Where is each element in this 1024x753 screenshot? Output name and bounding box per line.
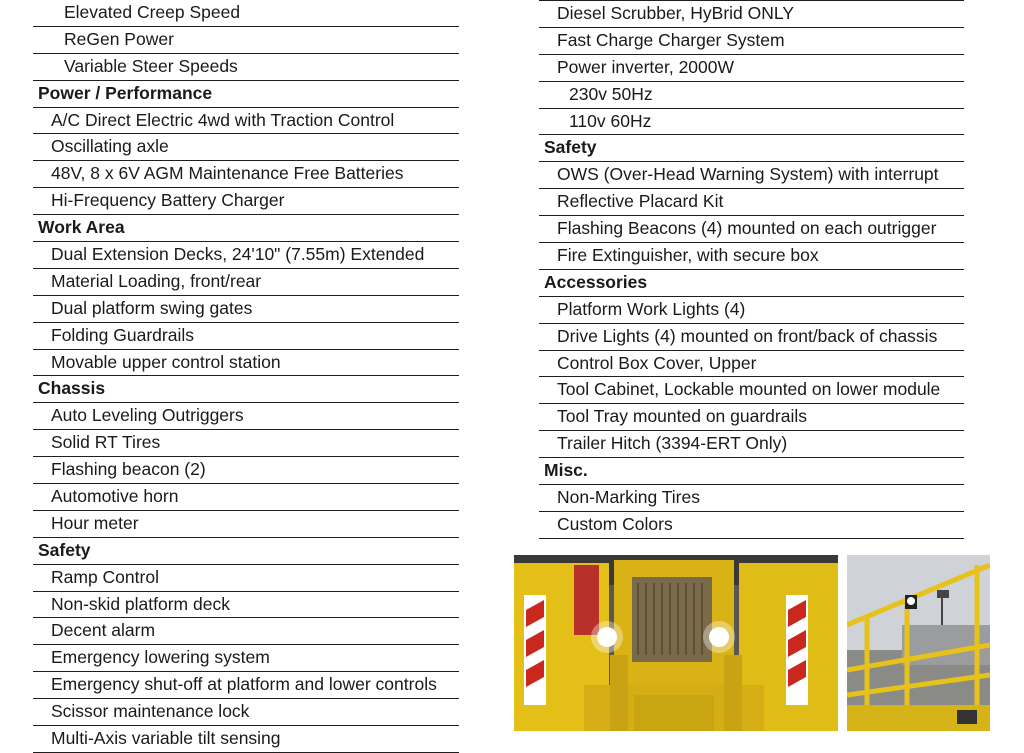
section-heading: Power / Performance [33,81,459,108]
section-heading: Accessories [539,270,964,297]
spec-item: Variable Steer Speeds [33,54,459,81]
spec-item: Material Loading, front/rear [33,269,459,296]
spec-item: Hi-Frequency Battery Charger [33,188,459,215]
spec-item: Flashing beacon (2) [33,457,459,484]
section-heading: Safety [33,538,459,565]
spec-item: Automotive horn [33,484,459,511]
spec-item: Tool Cabinet, Lockable mounted on lower module [539,377,964,404]
spec-item: Elevated Creep Speed [33,0,459,27]
spec-item: Movable upper control station [33,350,459,377]
spec-item: Auto Leveling Outriggers [33,403,459,430]
spec-item: Scissor maintenance lock [33,699,459,726]
spec-item: Multi-Axis variable tilt sensing [33,726,459,753]
spec-item: Oscillating axle [33,134,459,161]
spec-item: Reflective Placard Kit [539,189,964,216]
section-heading: Work Area [33,215,459,242]
right-spec-column [539,0,964,539]
section-heading: Safety [539,135,964,162]
spec-item: A/C Direct Electric 4wd with Traction Control [33,108,459,135]
spec-item: Control Box Cover, Upper [539,351,964,378]
spec-item: Custom Colors [539,512,964,539]
spec-item: Folding Guardrails [33,323,459,350]
spec-item: Dual Extension Decks, 24'10" (7.55m) Extended [33,242,459,269]
spec-item: Hour meter [33,511,459,538]
spec-item: 230v 50Hz [539,82,964,109]
spec-item: 48V, 8 x 6V AGM Maintenance Free Batteries [33,161,459,188]
left-spec-column [33,0,459,753]
spec-item: Ramp Control [33,565,459,592]
spec-item: Emergency shut-off at platform and lower controls [33,672,459,699]
spec-item: Non-skid platform deck [33,592,459,619]
spec-item: Non-Marking Tires [539,485,964,512]
section-heading: Chassis [33,376,459,403]
platform-guardrail-photo [847,555,990,731]
spec-item: Dual platform swing gates [33,296,459,323]
spec-item: OWS (Over-Head Warning System) with interrupt [539,162,964,189]
spec-item: Drive Lights (4) mounted on front/back of chassis [539,324,964,351]
spec-item: Power inverter, 2000W [539,55,964,82]
spec-item: Solid RT Tires [33,430,459,457]
spec-item: ReGen Power [33,27,459,54]
spec-item: Flashing Beacons (4) mounted on each outrigger [539,216,964,243]
spec-item: Emergency lowering system [33,645,459,672]
spec-item: Trailer Hitch (3394-ERT Only) [539,431,964,458]
spec-item: Platform Work Lights (4) [539,297,964,324]
section-heading: Misc. [539,458,964,485]
spec-item: Decent alarm [33,618,459,645]
spec-item: Fast Charge Charger System [539,28,964,55]
spec-item: Fire Extinguisher, with secure box [539,243,964,270]
rear-chassis-photo [514,555,838,731]
spec-item: Diesel Scrubber, HyBrid ONLY [539,1,964,28]
spec-item: 110v 60Hz [539,109,964,136]
spec-item: Tool Tray mounted on guardrails [539,404,964,431]
